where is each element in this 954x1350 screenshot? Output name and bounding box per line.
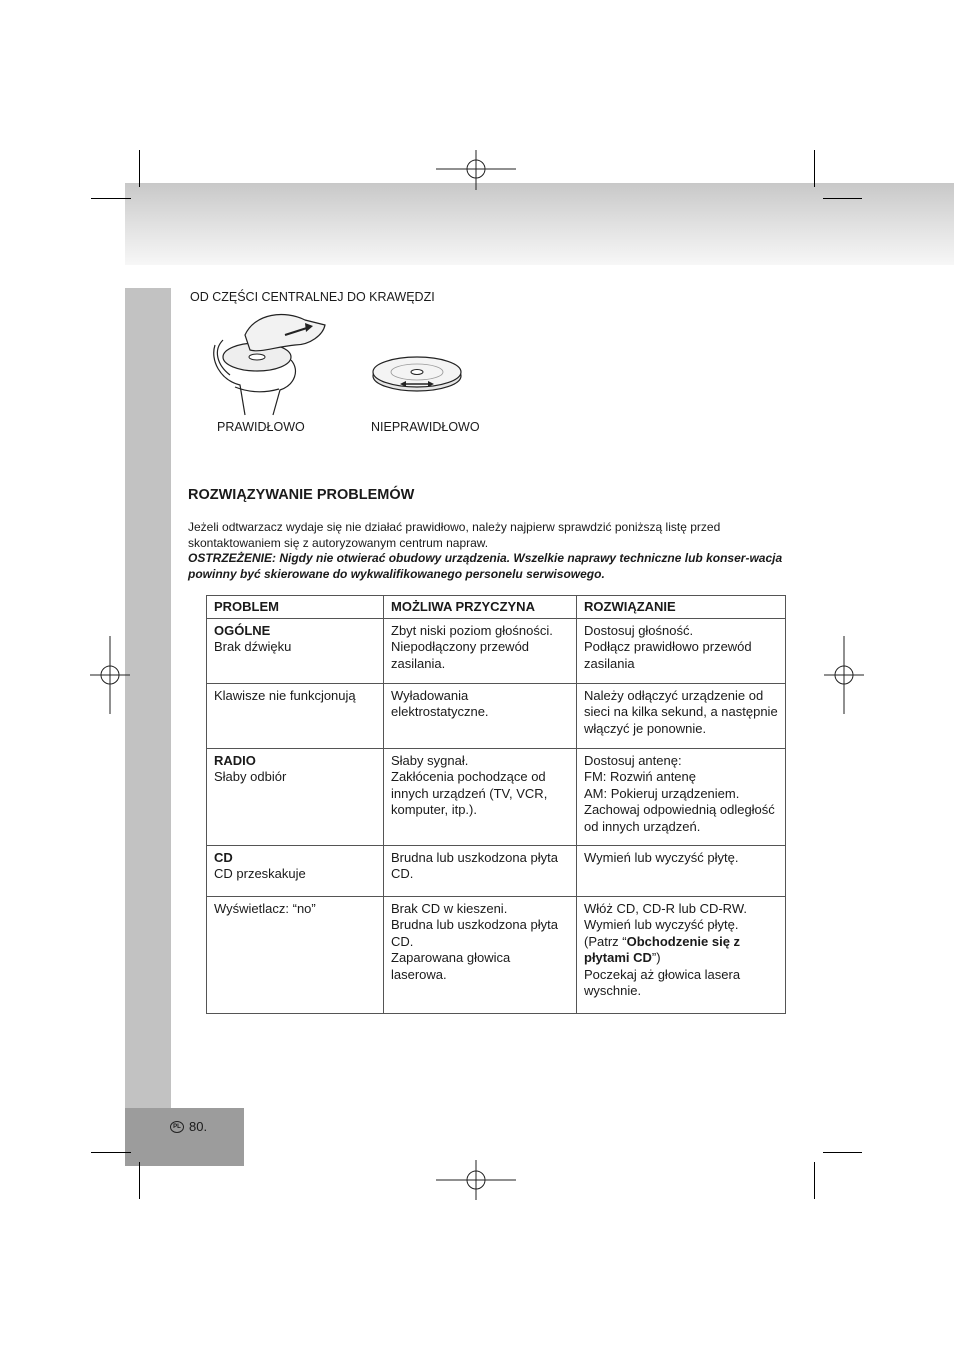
cause-line: Brudna lub uszkodzona płyta CD. xyxy=(391,917,558,949)
reference-title: Obchodzenie się z płytami CD xyxy=(584,933,741,965)
registration-mark-bottom xyxy=(436,1160,516,1200)
correct-label: PRAWIDŁOWO xyxy=(217,420,305,434)
problem-cell xyxy=(207,683,384,748)
troubleshooting-table xyxy=(206,595,786,1014)
solution-cell xyxy=(577,896,786,1013)
cause-cell xyxy=(384,618,577,683)
header-band xyxy=(125,183,954,265)
solution-line: AM: Pokieruj urządzeniem. xyxy=(584,785,740,801)
cause-line: Słaby sygnał. xyxy=(391,752,469,768)
cause-line: Wyładowania elektrostatyczne. xyxy=(391,687,489,719)
solution-cell xyxy=(577,618,786,683)
solution-line: FM: Rozwiń antenę xyxy=(584,769,696,784)
problem-category: CD xyxy=(214,849,233,865)
cause-line: Zakłócenia pochodzące od innych urządzeń (TV, VCR, komputer, itp.). xyxy=(391,769,548,817)
problem-category: OGÓLNE xyxy=(214,622,271,638)
warning-text: OSTRZEŻENIE: Nigdy nie otwierać obudowy urządzenia. Wszelkie naprawy techniczne lub konser-wacja powinny być skierowane do wykwalifikowanego personelu serwisowego. xyxy=(188,551,783,581)
solution-line: Podłącz prawidłowo przewód zasilania xyxy=(584,639,752,671)
hand-wiping-disc-illustration xyxy=(205,305,335,417)
language-badge-icon: PL xyxy=(170,1121,184,1133)
reference-prefix: (Patrz “ xyxy=(584,933,627,949)
table-row xyxy=(207,845,786,896)
cause-cell xyxy=(384,896,577,1013)
header-solution: ROZWIĄZANIE xyxy=(577,596,786,619)
problem-cell xyxy=(207,845,384,896)
side-bar xyxy=(125,288,171,1110)
problem-category: RADIO xyxy=(214,752,256,768)
solution-cell xyxy=(577,683,786,748)
problem-text: CD przeskakuje xyxy=(214,866,306,881)
problem-text: Słaby odbiór xyxy=(214,769,287,784)
header-problem: PROBLEM xyxy=(207,596,384,619)
solution-line: Zachowaj odpowiednią odległość od innych urządzeń. xyxy=(584,802,775,834)
solution-reference xyxy=(584,934,778,967)
registration-mark-left xyxy=(90,636,130,714)
cause-cell xyxy=(384,748,577,845)
solution-cell xyxy=(577,748,786,845)
table-header-row xyxy=(207,596,786,619)
cause-line: Niepodłączony przewód zasilania. xyxy=(391,639,530,671)
problem-cell xyxy=(207,618,384,683)
cause-line: Brudna lub uszkodzona płyta CD. xyxy=(391,849,558,881)
table-row xyxy=(207,748,786,845)
incorrect-label: NIEPRAWIDŁOWO xyxy=(371,420,480,434)
intro-text: Jeżeli odtwarzacz wydaje się nie działać prawidłowo, należy najpierw sprawdzić poniższą listę przed skontaktowaniem się z autoryzowanym centrum napraw. xyxy=(188,520,721,550)
table-row xyxy=(207,618,786,683)
cause-line: Brak CD w kieszeni. xyxy=(391,900,508,916)
page-number-tab xyxy=(125,1108,244,1166)
problem-text: Klawisze nie funkcjonują xyxy=(214,687,356,703)
cause-line: Zaparowana głowica laserowa. xyxy=(391,950,511,982)
solution-line: Należy odłączyć urządzenie od sieci na kilka sekund, a następnie włączyć je ponownie. xyxy=(584,687,778,736)
header-cause: MOŻLIWA PRZYCZYNA xyxy=(384,596,577,619)
problem-text: Brak dźwięku xyxy=(214,639,292,654)
disc-wrong-direction-illustration xyxy=(370,348,465,398)
registration-mark-top xyxy=(436,150,516,190)
problem-text: Wyświetlacz: “no” xyxy=(214,900,316,916)
problem-cell xyxy=(207,748,384,845)
page-number-text: 80. xyxy=(189,1119,208,1134)
registration-mark-right xyxy=(824,636,864,714)
cause-line: Zbyt niski poziom głośności. xyxy=(391,622,553,638)
reference-suffix: ”) xyxy=(651,950,661,965)
cleaning-instruction: OD CZĘŚCI CENTRALNEJ DO KRAWĘDZI xyxy=(190,290,435,304)
table-row xyxy=(207,896,786,1013)
cause-cell xyxy=(384,845,577,896)
table-row xyxy=(207,683,786,748)
page-number xyxy=(170,1119,207,1134)
solution-line: Włóż CD, CD-R lub CD-RW. xyxy=(584,900,747,916)
solution-line: Dostosuj głośność. xyxy=(584,622,694,638)
solution-line: Dostosuj antenę: xyxy=(584,752,682,768)
solution-line: Wymień lub wyczyść płytę. xyxy=(584,849,739,865)
problem-cell xyxy=(207,896,384,1013)
section-title: ROZWIĄZYWANIE PROBLEMÓW xyxy=(188,487,415,503)
solution-line: Wymień lub wyczyść płytę. xyxy=(584,917,739,932)
solution-cell xyxy=(577,845,786,896)
solution-line: Poczekaj aż głowica lasera wyschnie. xyxy=(584,966,741,998)
cause-cell xyxy=(384,683,577,748)
